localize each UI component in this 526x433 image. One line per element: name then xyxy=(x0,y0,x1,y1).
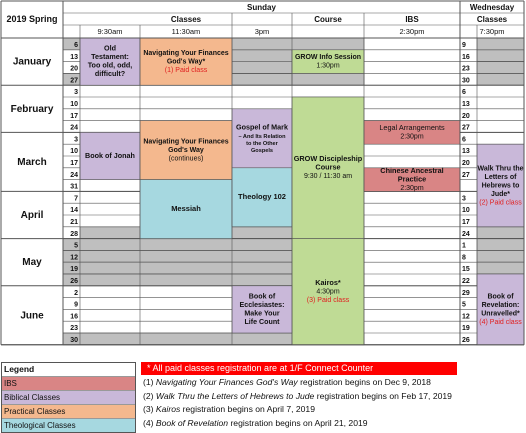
event-ecclesiastes-text: Life Count xyxy=(244,317,280,326)
event-kairos-text: Kairos* xyxy=(315,277,341,287)
event-gospel-of-mark-text: Gospels xyxy=(250,148,274,155)
event-gospel-of-mark-text: to the Other xyxy=(246,141,278,148)
event-messiah-text: Messiah xyxy=(171,203,201,213)
wed-date: 1 xyxy=(462,242,466,250)
event-walk-thru-hebrews-text: Jude* xyxy=(490,190,511,198)
wed-date: 6 xyxy=(462,89,466,97)
event-navigating-finances-1-text: Navigating Your Finances xyxy=(143,49,229,57)
event-book-of-jonah-text: Book of Jonah xyxy=(85,150,135,160)
sunday-date: 6 xyxy=(74,42,78,49)
wed-date: 27 xyxy=(462,171,470,179)
sunday-date: 27 xyxy=(70,77,78,85)
month-label-march: March xyxy=(17,156,47,168)
wed-date: 16 xyxy=(462,53,470,61)
event-grow-discipleship-text: Course xyxy=(315,162,341,172)
sunday-date: 9 xyxy=(74,301,78,309)
month-label-may: May xyxy=(22,257,42,269)
event-grow-info-session-text: 1:30pm xyxy=(316,62,340,70)
sunday-date: 10 xyxy=(70,148,78,156)
wed-date: 9 xyxy=(462,42,466,49)
wed-date: 29 xyxy=(462,289,470,297)
legend-item-biblical: Biblical Classes xyxy=(2,390,135,404)
sunday-date: 21 xyxy=(70,219,78,226)
month-label-june: June xyxy=(20,310,44,322)
shaded-wed xyxy=(477,250,524,262)
sunday-date: 3 xyxy=(74,89,78,97)
time-3pm: 3pm xyxy=(254,27,270,36)
wed-classes-header: Classes xyxy=(476,15,508,24)
shaded-wed xyxy=(477,239,524,251)
sunday-date: 3 xyxy=(74,136,78,144)
event-ecclesiastes-text: Make Your xyxy=(244,309,280,318)
sunday-date: 10 xyxy=(70,101,78,108)
wed-date: 17 xyxy=(462,219,470,226)
event-walk-thru-hebrews-text: Letters of xyxy=(484,173,517,181)
sunday-date: 20 xyxy=(70,65,78,73)
shaded-wed xyxy=(477,227,524,239)
event-gospel-of-mark-text: Gospel of Mark xyxy=(236,122,288,132)
shaded-wed xyxy=(477,262,524,274)
wed-date: 3 xyxy=(462,195,466,203)
event-walk-thru-hebrews-text: (2) Paid class xyxy=(479,199,522,207)
month-label-april: April xyxy=(20,210,44,221)
sunday-date: 14 xyxy=(70,207,78,215)
sunday-date: 24 xyxy=(70,171,78,179)
event-grow-discipleship-text: 9:30 / 11:30 am xyxy=(303,173,353,181)
shaded-wed xyxy=(477,73,524,85)
wed-date: 20 xyxy=(462,160,470,167)
sunday-date: 12 xyxy=(70,254,78,262)
registration-notes xyxy=(143,376,452,430)
sunday-date: 31 xyxy=(70,183,78,191)
shaded-wed xyxy=(477,62,524,74)
wed-date: 8 xyxy=(462,254,466,262)
sunday-date: 7 xyxy=(74,195,78,203)
sunday-header: Sunday xyxy=(247,3,276,12)
sunday-date: 24 xyxy=(70,124,78,132)
event-book-of-revelation-text: Revelation: xyxy=(481,301,520,309)
note-3: (3) Kairos registration begins on April 7, 2019 xyxy=(143,404,315,415)
wed-date: 13 xyxy=(462,101,470,108)
event-book-of-revelation-text: (4) Paid class xyxy=(479,318,522,326)
month-label-january: January xyxy=(12,56,52,68)
time-930am: 9:30am xyxy=(97,27,123,36)
sunday-date: 30 xyxy=(70,337,78,344)
shaded-wed xyxy=(477,38,524,50)
legend-title: Legend xyxy=(4,364,35,374)
event-kairos-text: 4:30pm xyxy=(316,288,340,296)
wed-date: 22 xyxy=(462,278,470,285)
event-old-testament-text: Too old, odd, xyxy=(87,60,133,70)
wed-date: 13 xyxy=(462,148,470,156)
legend xyxy=(1,362,136,433)
sunday-date: 19 xyxy=(70,266,78,274)
event-ecclesiastes-text: Book of xyxy=(248,292,276,301)
sunday-date: 26 xyxy=(70,278,78,285)
month-label-february: February xyxy=(10,103,54,115)
event-navigating-finances-2-text: (continues) xyxy=(168,155,204,163)
wed-date: 26 xyxy=(462,337,470,344)
event-grow-discipleship-text: GROW Discipleship xyxy=(293,154,363,164)
sunday-date: 16 xyxy=(70,313,78,321)
event-chinese-ancestral-text: 2:30pm xyxy=(400,184,424,192)
event-book-of-revelation-text: Unravelled* xyxy=(481,310,520,318)
note-4: (4) Book of Revelation registration begins on April 21, 2019 xyxy=(143,417,368,428)
event-walk-thru-hebrews-text: Hebrews to xyxy=(481,182,520,190)
sunday-date: 17 xyxy=(70,160,78,167)
wed-date: 24 xyxy=(462,230,470,238)
note-2: (2) Walk Thru the Letters of Hebrews to Jude registration begins on Feb 17, 2019 xyxy=(143,390,452,401)
semester-title: 2019 Spring xyxy=(6,14,58,24)
course-header: Course xyxy=(314,15,342,24)
wednesday-header: Wednesday xyxy=(469,3,515,12)
event-book-of-revelation-text: Book of xyxy=(487,293,514,301)
event-navigating-finances-2-text: God's Way xyxy=(168,146,204,154)
sunday-date: 2 xyxy=(74,289,78,297)
event-chinese-ancestral-text: Practice xyxy=(397,174,427,184)
time-1130am: 11:30am xyxy=(171,27,201,36)
sunday-date: 28 xyxy=(70,230,78,238)
wed-date: 19 xyxy=(462,325,470,333)
classes-header: Classes xyxy=(170,15,202,24)
event-grow-info-session-text: GROW Info Session xyxy=(294,54,362,62)
event-legal-arrangements-text: 2:30pm xyxy=(400,133,424,141)
paid-class-notice: * All paid classes registration are at 1/F Connect Counter xyxy=(141,362,457,375)
wed-date: 5 xyxy=(462,301,466,309)
event-navigating-finances-1-text: (1) Paid class xyxy=(164,66,208,74)
wed-date: 15 xyxy=(462,266,470,274)
time-wed: 7:30pm xyxy=(479,27,505,36)
event-chinese-ancestral-text: Chinese Ancestral xyxy=(380,165,444,175)
time-ibs: 2:30pm xyxy=(399,27,425,36)
sunday-date: 23 xyxy=(70,325,78,333)
event-old-testament-text: difficult? xyxy=(94,69,126,79)
event-navigating-finances-2-text: Navigating Your Finances xyxy=(143,138,229,146)
legend-item-practical: Practical Classes xyxy=(2,404,135,418)
event-book-of-revelation xyxy=(477,274,524,345)
event-old-testament-text: Old xyxy=(104,43,116,53)
wed-date: 10 xyxy=(462,207,470,215)
wed-date: 12 xyxy=(462,313,470,321)
sunday-date: 5 xyxy=(74,242,78,250)
shaded-wed xyxy=(477,50,524,62)
event-legal-arrangements-text: Legal Arrangements xyxy=(379,122,445,132)
event-kairos-text: (3) Paid class xyxy=(306,296,350,304)
sunday-date: 13 xyxy=(70,53,78,61)
wed-date: 30 xyxy=(462,77,470,85)
note-1: (1) Navigating Your Finances God's Way registration begins on Dec 9, 2018 xyxy=(143,377,431,387)
legend-item-ibs: IBS xyxy=(2,376,135,390)
wed-date: 23 xyxy=(462,65,470,73)
event-walk-thru-hebrews-text: Walk Thru the xyxy=(477,165,524,173)
wed-date: 6 xyxy=(462,136,466,144)
legend-item-theological: Theological Classes xyxy=(2,418,135,432)
wed-date: 20 xyxy=(462,112,470,120)
event-gospel-of-mark-text: – And Its Relation xyxy=(238,134,286,141)
sunday-date: 17 xyxy=(70,112,78,120)
event-navigating-finances-1-text: God's Way* xyxy=(166,58,206,66)
event-ecclesiastes-text: Ecclesiastes: xyxy=(239,300,285,309)
wed-date: 27 xyxy=(462,124,470,132)
event-theology-102-text: Theology 102 xyxy=(238,192,286,202)
ibs-header: IBS xyxy=(405,15,419,24)
event-old-testament-text: Testament: xyxy=(91,52,129,62)
